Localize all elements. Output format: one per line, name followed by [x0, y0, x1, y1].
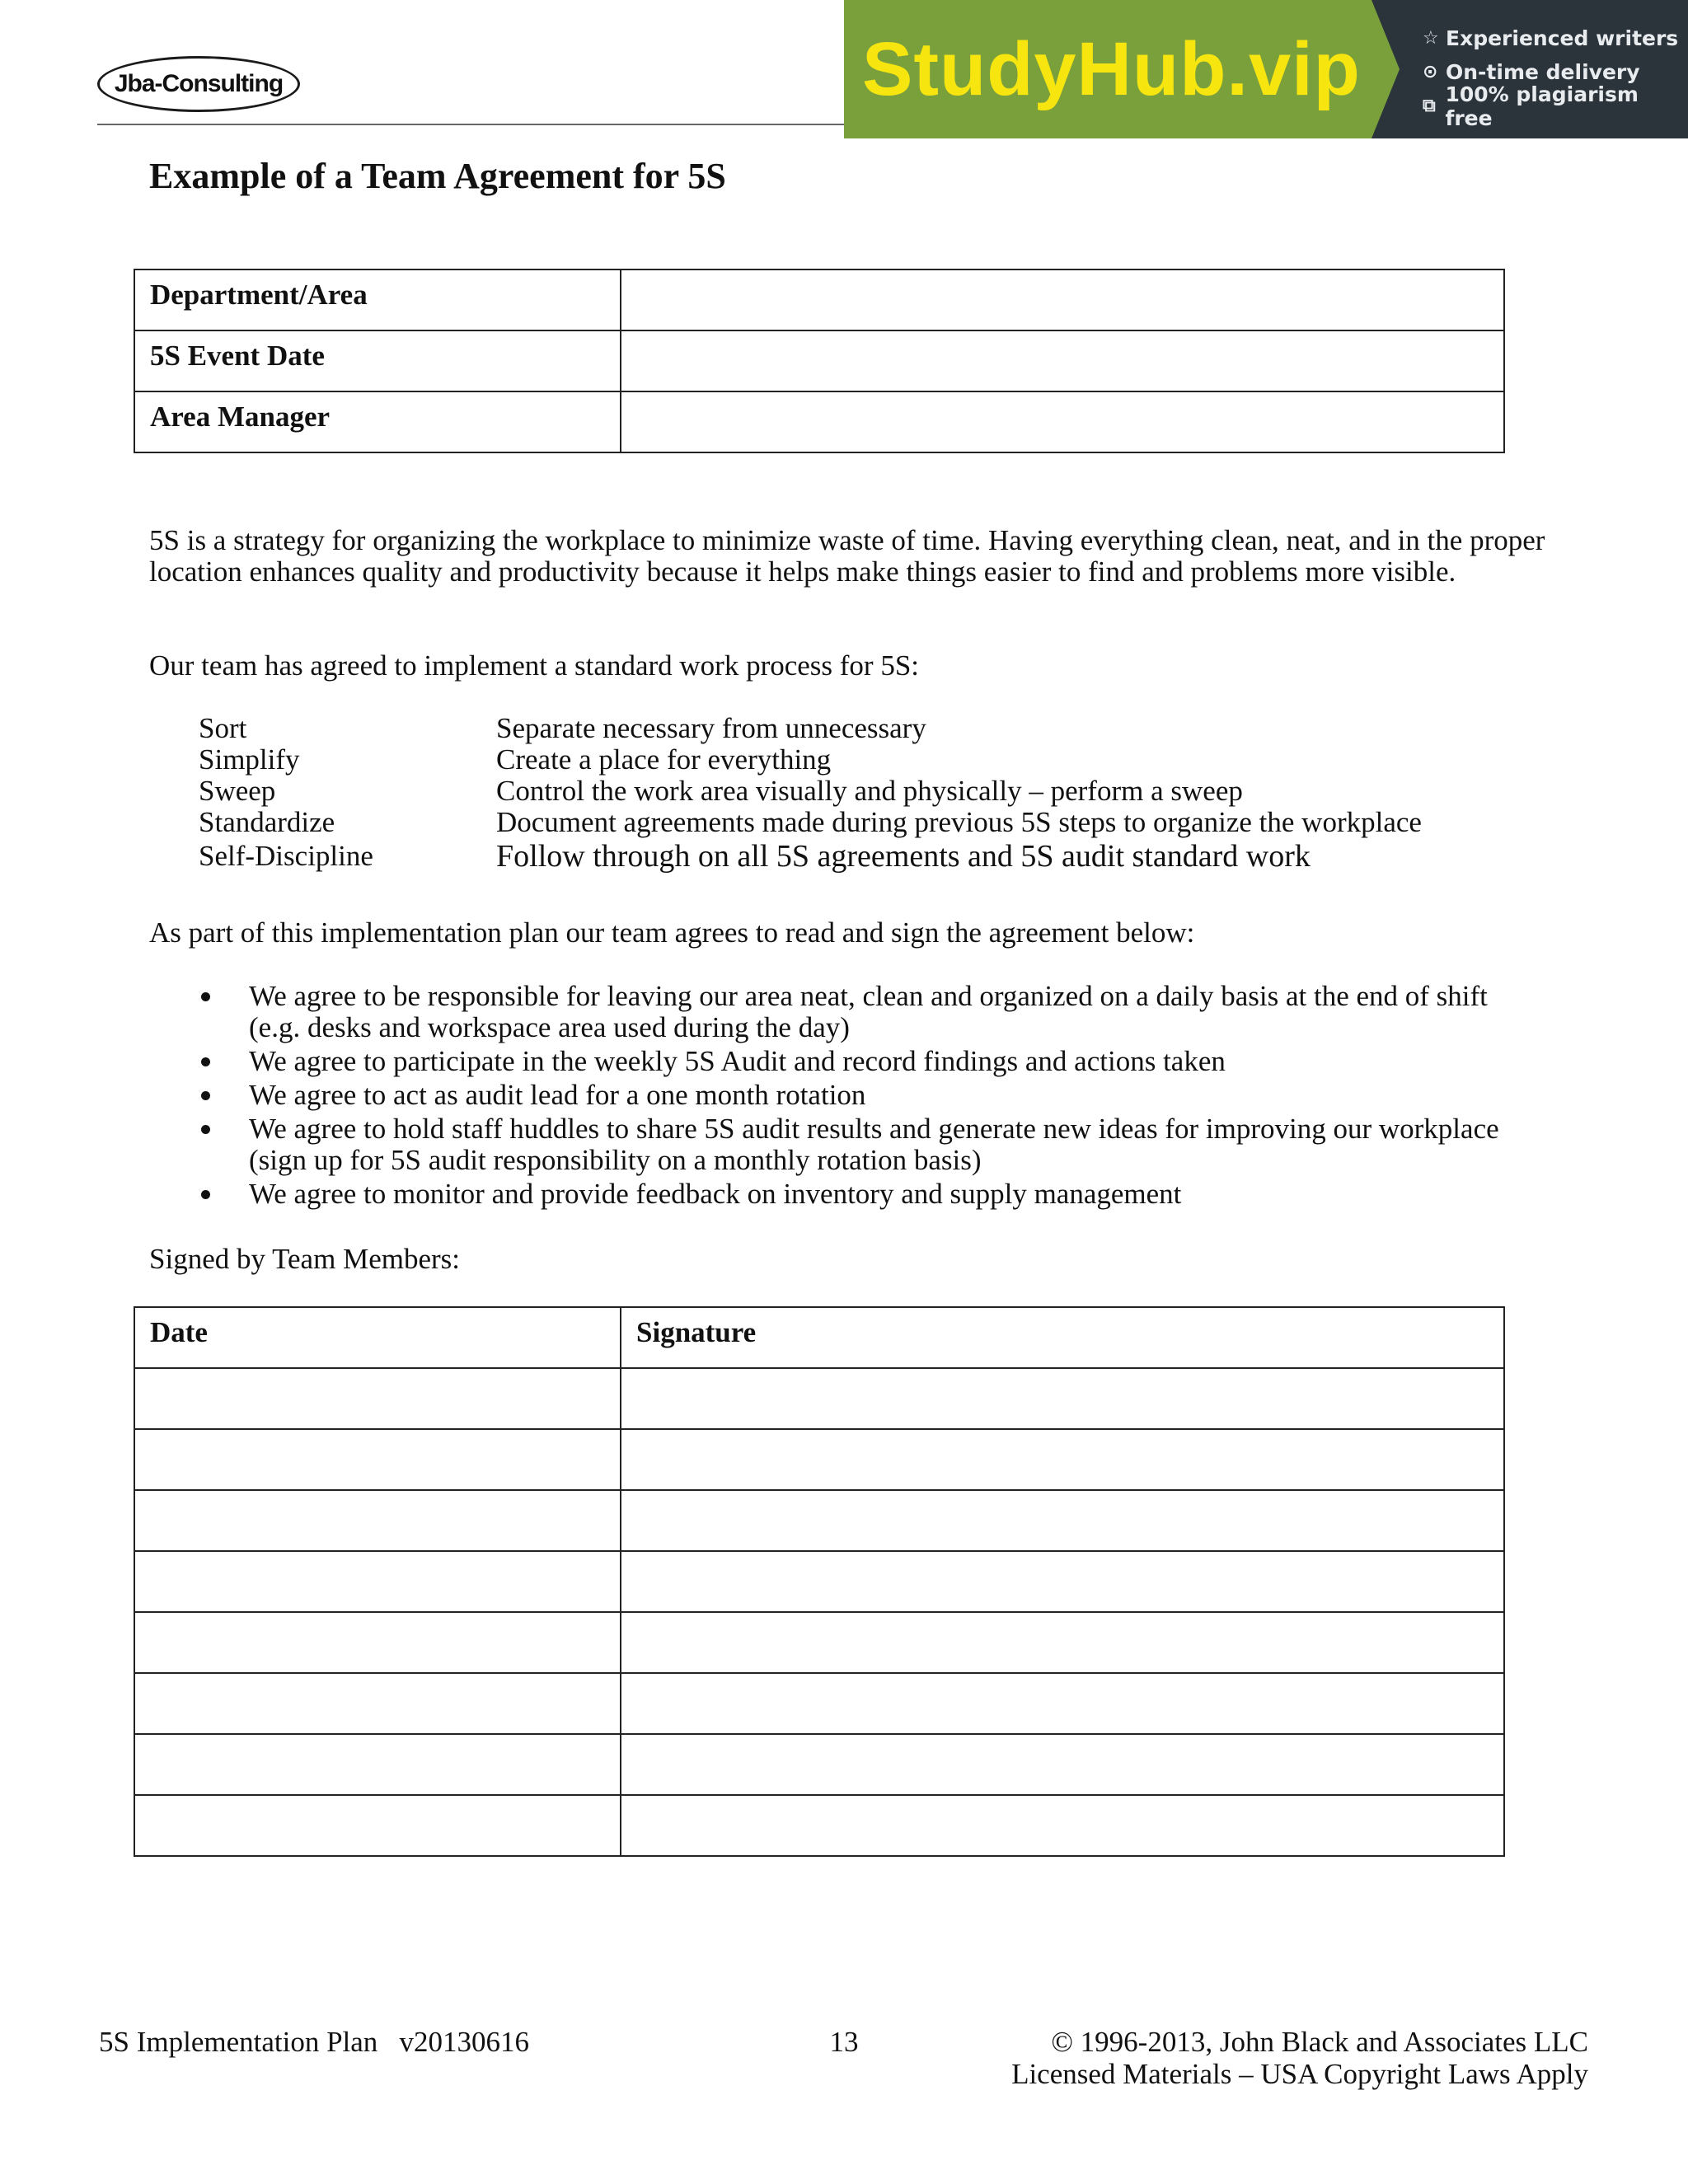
banner-brand-panel [844, 0, 1372, 138]
bullet-item: We agree to participate in the weekly 5S Audit and record findings and actions taken [149, 1046, 1534, 1077]
step-description: Create a place for everything [496, 743, 832, 776]
bullet-item: We agree to act as audit lead for a one month rotation [149, 1080, 1534, 1111]
step-name: Sort [199, 712, 247, 744]
company-logo [97, 56, 300, 112]
step-description: Document agreements made during previous 5S steps to organize the workplace [496, 806, 1422, 838]
info-label: Area Manager [134, 391, 621, 452]
step-name: Sweep [199, 775, 276, 807]
table-row [134, 330, 1504, 391]
page-number: 13 [829, 2026, 859, 2058]
bullet-item: We agree to hold staff huddles to share 5S audit results and generate new ideas for improving our workplace (sign up for 5S audit responsibility on a monthly rotation basis) [149, 1113, 1534, 1176]
table-row [134, 1795, 1504, 1856]
process-intro: Our team has agreed to implement a standard work process for 5S: [149, 649, 920, 682]
signed-label: Signed by Team Members: [149, 1243, 460, 1275]
footer-doc-title: 5S Implementation Plan v20130616 [99, 2026, 530, 2058]
table-row [134, 1734, 1504, 1795]
bullet-item: We agree to monitor and provide feedback on inventory and supply management [149, 1179, 1534, 1210]
bullet-item: We agree to be responsible for leaving our area neat, clean and organized on a daily basis at the end of shift (e.g. desks and workspace area used during the day) [149, 981, 1534, 1043]
date-cell[interactable] [134, 1490, 621, 1551]
signature-cell[interactable] [621, 1673, 1504, 1734]
signature-cell[interactable] [621, 1612, 1504, 1673]
info-label: 5S Event Date [134, 330, 621, 391]
signature-table [134, 1306, 1505, 1857]
copyright-line: © 1996-2013, John Black and Associates LLC [1051, 2026, 1588, 2058]
step-description: Separate necessary from unnecessary [496, 712, 926, 744]
logo-text: Jba-Consulting [114, 70, 284, 97]
step-name: Standardize [199, 806, 335, 838]
step-description: Follow through on all 5S agreements and 5S audit standard work [496, 839, 1311, 874]
page-title: Example of a Team Agreement for 5S [149, 156, 726, 196]
clock-icon: ⊙ [1423, 62, 1438, 82]
date-cell[interactable] [134, 1673, 621, 1734]
step-description: Control the work area visually and physically – perform a sweep [496, 775, 1243, 807]
table-row [134, 391, 1504, 452]
info-table [134, 269, 1505, 453]
info-value-cell[interactable] [621, 330, 1504, 391]
table-row [134, 1673, 1504, 1734]
banner-brand: StudyHub.vip [862, 26, 1361, 111]
star-icon: ☆ [1423, 28, 1439, 49]
table-row [134, 1551, 1504, 1612]
table-header-row [134, 1307, 1504, 1368]
banner-feature-text: On-time delivery [1446, 60, 1640, 84]
table-row [134, 269, 1504, 330]
date-cell[interactable] [134, 1734, 621, 1795]
column-header-date: Date [134, 1307, 621, 1368]
table-row [134, 1368, 1504, 1429]
intro-paragraph: 5S is a strategy for organizing the workplace to minimize waste of time. Having everything clean, neat, and in the proper location enhances quality and productivity because it helps make things easier to find and problems more visible. [149, 524, 1545, 588]
banner-feature [1423, 82, 1688, 130]
table-row [134, 1429, 1504, 1490]
date-cell[interactable] [134, 1551, 621, 1612]
table-row [134, 1612, 1504, 1673]
signature-cell[interactable] [621, 1551, 1504, 1612]
list-item [199, 776, 1550, 807]
list-item [199, 807, 1550, 838]
list-item [199, 744, 1550, 776]
step-name: Simplify [199, 743, 300, 776]
signature-cell[interactable] [621, 1795, 1504, 1856]
date-cell[interactable] [134, 1795, 621, 1856]
info-value-cell[interactable] [621, 269, 1504, 330]
signature-cell[interactable] [621, 1490, 1504, 1551]
list-item [199, 838, 1550, 873]
studyhub-banner[interactable] [844, 0, 1688, 138]
footer-copyright [1011, 2026, 1588, 2090]
info-value-cell[interactable] [621, 391, 1504, 452]
banner-feature [1423, 21, 1688, 55]
date-cell[interactable] [134, 1368, 621, 1429]
info-label: Department/Area [134, 269, 621, 330]
column-header-signature: Signature [621, 1307, 1504, 1368]
steps-list [199, 713, 1550, 873]
banner-feature-text: 100% plagiarism free [1445, 82, 1639, 130]
signature-cell[interactable] [621, 1368, 1504, 1429]
license-line: Licensed Materials – USA Copyright Laws Apply [1011, 2058, 1588, 2090]
agreement-bullets [149, 981, 1534, 1212]
banner-feature-text: Experienced writers [1446, 26, 1679, 50]
header-divider [97, 124, 847, 125]
copy-check-icon: ⧉ [1423, 96, 1436, 116]
signature-cell[interactable] [621, 1734, 1504, 1795]
banner-features-panel [1372, 0, 1688, 138]
table-row [134, 1490, 1504, 1551]
agreement-intro: As part of this implementation plan our team agrees to read and sign the agreement below: [149, 916, 1195, 949]
date-cell[interactable] [134, 1612, 621, 1673]
date-cell[interactable] [134, 1429, 621, 1490]
step-name: Self-Discipline [199, 840, 373, 872]
list-item [199, 713, 1550, 744]
signature-cell[interactable] [621, 1429, 1504, 1490]
